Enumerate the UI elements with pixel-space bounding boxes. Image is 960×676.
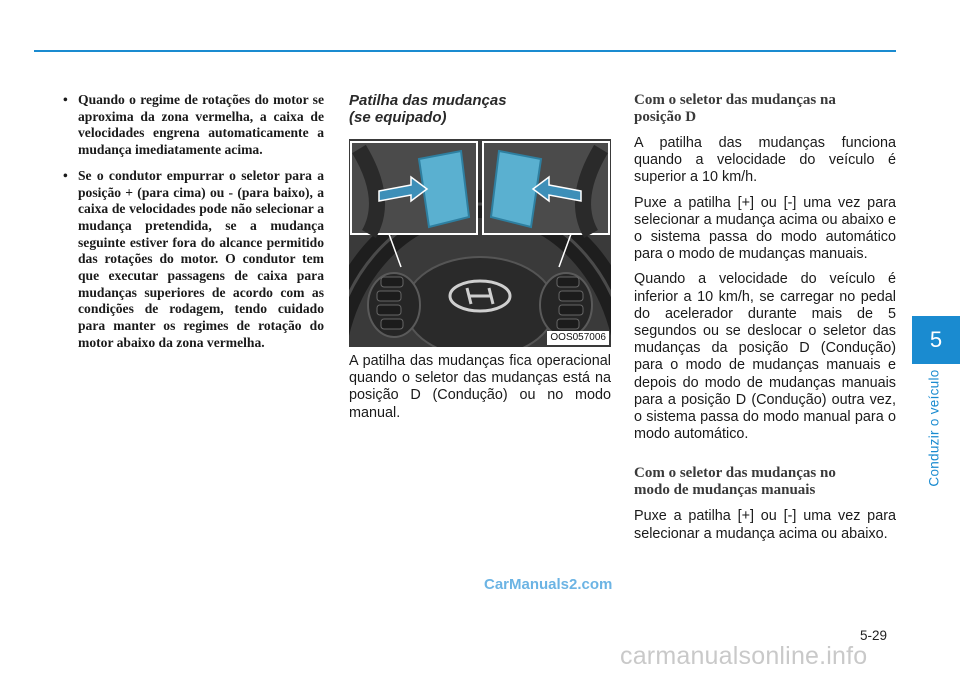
- paragraph: Quando a velocidade do veículo é inferior a 10 km/h, se carregar no pedal do acelerador durante mais de 5 segundos ou se deslocar o seletor das mudanças da posição D (Condução) para o modo de mudanças manuais e depois do modo de mudanças manuais para a posição D (Condução) outra vez, o sistema passa do modo manual para o modo automático.: [634, 271, 896, 443]
- section-heading-manual-mode: Com o seletor das mudanças no modo de mudanças manuais: [634, 465, 836, 499]
- figure-code-label: OOS057006: [547, 331, 609, 345]
- paragraph: Puxe a patilha [+] ou [-] uma vez para selecionar a mudança acima ou abaixo e o sistema passa do modo automático para o modo de mudanças manuais.: [634, 194, 896, 263]
- bullet-item: • Quando o regime de rotações do motor se aproxima da zona vermelha, a caixa de velocidades engrena automaticamente a mudança imediatamente acima.: [62, 92, 324, 159]
- paragraph: A patilha das mudanças funciona quando a velocidade do veículo é superior a 10 km/h.: [634, 135, 896, 186]
- column-middle: [349, 92, 611, 430]
- section-heading-paddle: Patilha das mudanças (se equipado): [349, 92, 507, 126]
- chapter-label: Conduzir o veículo: [926, 369, 942, 487]
- steering-wheel-illustration: [349, 139, 611, 347]
- paddle-paragraph: A patilha das mudanças fica operacional quando o seletor das mudanças está na posição D (Condução) ou no modo manual.: [349, 353, 611, 421]
- column-left: [62, 92, 324, 361]
- watermark-link[interactable]: CarManuals2.com: [484, 576, 613, 593]
- chapter-tab: 5: [912, 316, 960, 364]
- bullet-list: [62, 92, 324, 352]
- section-heading-d-position: Com o seletor das mudanças na posição D: [634, 92, 836, 125]
- bullet-item: • Se o condutor empurrar o seletor para a posição + (para cima) ou - (para baixo), a caixa de velocidades pode não selecionar a mudança pretendida, se a mudança seguinte estiver fora do alcance permitido das rotações do motor. O condutor tem que executar passagens de caixa para mudanças superiores de acordo com as condições de rodagem, tendo cuidado para manter os regimes de rotação do motor abaixo da zona vermelha.: [62, 168, 324, 352]
- paddle-shifter-figure: [349, 139, 611, 347]
- column-right: [634, 92, 896, 551]
- paragraph: Puxe a patilha [+] ou [-] uma vez para selecionar a mudança acima ou abaixo.: [634, 508, 896, 542]
- header-rule: [34, 50, 896, 52]
- page-number: 5-29: [860, 628, 888, 643]
- footer-watermark: carmanualsonline.info: [620, 642, 868, 670]
